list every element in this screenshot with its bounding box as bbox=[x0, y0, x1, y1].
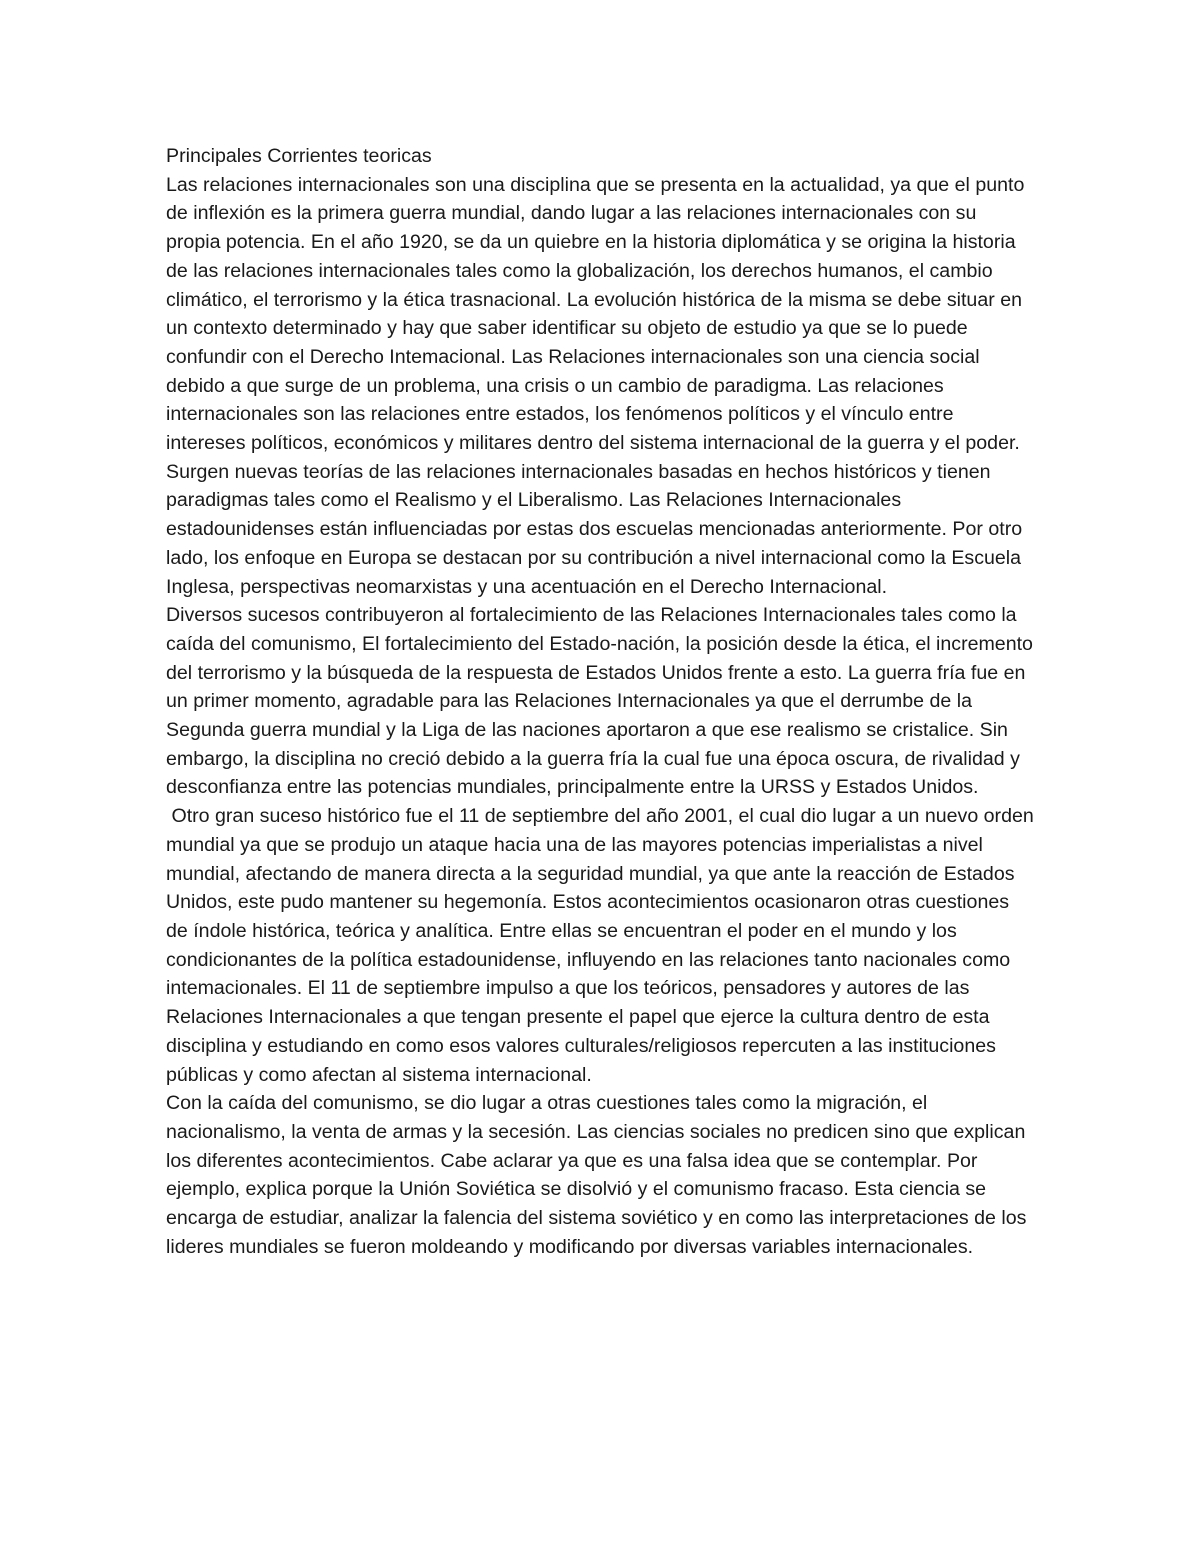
paragraph-3: Otro gran suceso histórico fue el 11 de septiembre del año 2001, el cual dio lugar a un nuevo orden mundial ya que se produjo un ataque hacia una de las mayores potencias imperialistas a nivel mundial, afectando de manera directa a la seguridad mundial, ya que ante la reacción de Estados Unidos, este pudo mantener su hegemonía. Estos acontecimientos ocasionaron otras cuestiones de índole histórica, teórica y analítica. Entre ellas se encuentran el poder en el mundo y los condicionantes de la política estadounidense, influyendo en las relaciones tanto nacionales como intemacionales. El 11 de septiembre impulso a que los teóricos, pensadores y autores de las Relaciones Internacionales a que tengan presente el papel que ejerce la cultura dentro de esta disciplina y estudiando en como esos valores culturales/religiosos repercuten a las instituciones públicas y como afectan al sistema internacional. bbox=[166, 805, 1040, 1086]
document-body bbox=[166, 142, 1040, 1261]
paragraph-2: Diversos sucesos contribuyeron al fortalecimiento de las Relaciones Internacionales tales como la caída del comunismo, El fortalecimiento del Estado-nación, la posición desde la ética, el incremento del terrorismo y la búsqueda de la respuesta de Estados Unidos frente a esto. La guerra fría fue en un primer momento, agradable para las Relaciones Internacionales ya que el derrumbe de la Segunda guerra mundial y la Liga de las naciones aportaron a que ese realismo se cristalice. Sin embargo, la disciplina no creció debido a la guerra fría la cual fue una época oscura, de rivalidad y desconfianza entre las potencias mundiales, principalmente entre la URSS y Estados Unidos. bbox=[166, 604, 1039, 799]
paragraph-1: Las relaciones internacionales son una disciplina que se presenta en la actualidad, ya que el punto de inflexión es la primera guerra mundial, dando lugar a las relaciones internacionales con su propia potencia. En el año 1920, se da un quiebre en la historia diplomática y se origina la historia de las relaciones internacionales tales como la globalización, los derechos humanos, el cambio climático, el terrorismo y la ética trasnacional. La evolución histórica de la misma se debe situar en un contexto determinado y hay que saber identificar su objeto de estudio ya que se lo puede confundir con el Derecho Intemacional. Las Relaciones internacionales son una ciencia social debido a que surge de un problema, una crisis o un cambio de paradigma. Las relaciones internacionales son las relaciones entre estados, los fenómenos políticos y el vínculo entre intereses políticos, económicos y militares dentro del sistema internacional de la guerra y el poder. Surgen nuevas teorías de las relaciones internacionales basadas en hechos históricos y tienen paradigmas tales como el Realismo y el Liberalismo. Las Relaciones Internacionales estadounidenses están influenciadas por estas dos escuelas mencionadas anteriormente. Por otro lado, los enfoque en Europa se destacan por su contribución a nivel internacional como la Escuela Inglesa, perspectivas neomarxistas y una acentuación en el Derecho Internacional. bbox=[166, 173, 1030, 598]
document-title: Principales Corrientes teoricas bbox=[166, 145, 432, 167]
paragraph-4: Con la caída del comunismo, se dio lugar a otras cuestiones tales como la migración, el nacionalismo, la venta de armas y la secesión. Las ciencias sociales no predicen sino que explican los diferentes acontecimientos. Cabe aclarar ya que es una falsa idea que se contemplar. Por ejemplo, explica porque la Unión Soviética se disolvió y el comunismo fracaso. Esta ciencia se encarga de estudiar, analizar la falencia del sistema soviético y en como las interpretaciones de los lideres mundiales se fueron moldeando y modificando por diversas variables internacionales. bbox=[166, 1092, 1032, 1258]
